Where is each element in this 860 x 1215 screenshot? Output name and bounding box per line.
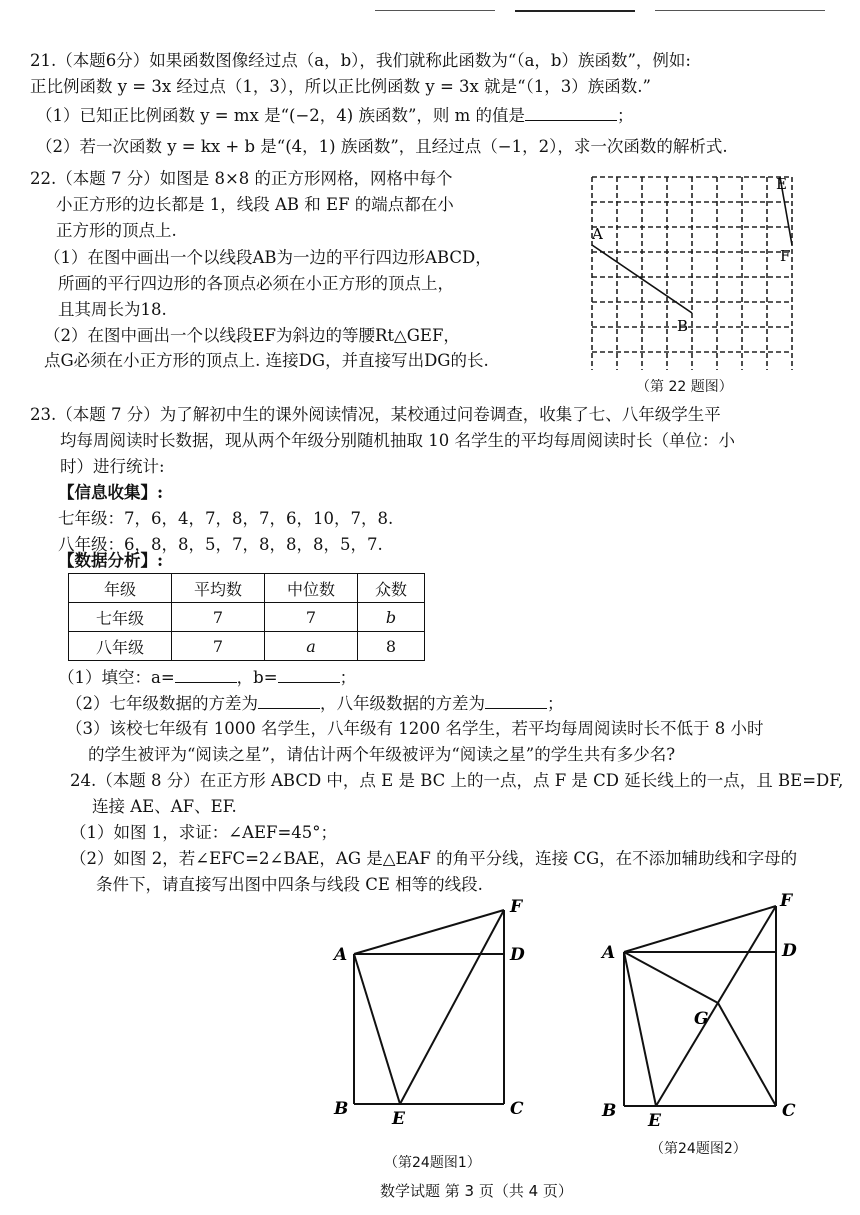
q24-fig1-caption: （第24题图1） [384,1155,481,1171]
q23-part3-a: （3）该校七年级有 1000 名学生，八年级有 1200 名学生，若平均每周阅读时长不低于 8 小时 [66,719,764,738]
table-cell: 七年级 [69,603,172,632]
fig2-segment-gc [718,1003,776,1106]
fig1-label-d: D [510,945,525,965]
q21-part1-end: ； [617,106,634,125]
q22-line2: 小正方形的边长都是 1，线段 AB 和 EF 的端点都在小 [56,195,454,214]
fig1-segment-ef [400,910,504,1104]
q23-part1 [58,666,356,689]
q23-grade8-data: 八年级：6，8，8，5，7，8，8，8，5，7. [58,535,383,554]
table-header-cell: 众数 [358,574,425,603]
fig1-label-f: F [510,897,523,917]
q24-figure-1 [330,890,530,1130]
q21-part2: （2）若一次函数 y = kx + b 是“(4，1) 族函数”，且经过点（−1，2），求一次函数的解析式. [36,137,728,156]
q23-analysis-heading: 【数据分析】: [58,551,164,570]
q22-part2-a: （2）在图中画出一个以线段EF为斜边的等腰Rt△GEF， [44,326,460,345]
fig2-label-f: F [780,891,793,911]
q23-line2: 均每周阅读时长数据，现从两个年级分别随机抽取 10 名学生的平均每周阅读时长（单位：小 [60,431,735,450]
fig2-label-c: C [782,1101,796,1121]
fig1-segment-ae [354,954,400,1104]
q23-grade7-data: 七年级：7，6，4，7，8，7，6，10，7，8. [58,509,394,528]
q22-caption: （第 22 题图） [636,379,733,395]
fig2-segment-ag [624,952,718,1003]
q21-line1: 21.（本题6分）如果函数图像经过点（a，b），我们就称此函数为“（a，b）族函数”，例如: [30,51,691,70]
table-cell: 八年级 [69,632,172,661]
table-header-cell: 年级 [69,574,172,603]
table-header-cell: 平均数 [172,574,265,603]
fig2-segment-ae [624,952,656,1106]
q23-part2-b: ，八年级数据的方差为 [320,694,485,713]
table-row [69,603,425,632]
q24-part2-b: 条件下，请直接写出图中四条与线段 CE 相等的线段. [96,875,483,894]
q21-part1 [36,104,634,127]
q22-grid-figure [575,165,805,370]
fig1-label-b: B [334,1099,349,1119]
q22-part1-b: 所画的平行四边形的各顶点必须在小正方形的顶点上， [58,274,454,293]
top-rule-2 [515,10,635,12]
table-header-cell: 中位数 [265,574,358,603]
q23-info-heading: 【信息收集】: [58,483,164,502]
q22-part2-b: 点G必须在小正方形的顶点上. 连接DG，并直接写出DG的长. [44,351,489,370]
q21-answer-blank-m[interactable] [525,104,617,121]
q23-part2 [66,692,564,715]
label-a: A [592,225,603,243]
label-f: F [780,247,791,265]
fig1-label-a: A [334,945,348,965]
q24-line1: 24.（本题 8 分）在正方形 ABCD 中，点 E 是 BC 上的一点，点 F 是 CD 延长线上的一点，且 BE=DF, [70,771,844,790]
fig1-label-e: E [392,1109,405,1129]
q23-line1: 23.（本题 7 分）为了解初中生的课外阅读情况，某校通过问卷调查，收集了七、八年级学生平 [30,405,721,424]
q23-answer-blank-b[interactable] [278,666,340,683]
q23-answer-blank-var8[interactable] [485,692,547,709]
table-cell: a [265,632,358,661]
fig2-label-e: E [648,1111,661,1128]
q23-part2-end: ； [547,694,564,713]
q22-line3: 正方形的顶点上. [56,221,177,240]
top-rule-1 [375,10,495,11]
table-cell: 8 [358,632,425,661]
q22-part1-c: 且其周长为18. [58,300,167,319]
fig2-label-b: B [602,1101,617,1121]
q23-part1-label: （1）填空：a= [58,668,175,687]
q23-part1-mid: ，b= [236,668,278,687]
q23-part1-end: ； [339,668,357,687]
q23-stats-table [68,573,425,661]
table-cell: 7 [172,632,265,661]
table-header-row [69,574,425,603]
q21-part1-text: （1）已知正比例函数 y = mx 是“(−2，4) 族函数”，则 m 的值是 [36,106,526,125]
table-row [69,632,425,661]
table-cell: 7 [265,603,358,632]
top-rule-3 [655,10,825,11]
q21-line2: 正比例函数 y = 3x 经过点（1，3），所以正比例函数 y = 3x 就是“（1，3）族函数.” [30,77,651,96]
fig1-segment-af [354,910,504,954]
q22-line1: 22.（本题 7 分）如图是 8×8 的正方形网格，网格中每个 [30,169,453,188]
fig2-label-d: D [782,941,797,961]
table-cell: b [358,603,425,632]
q23-part2-a: （2）七年级数据的方差为 [66,694,258,713]
q22-dashed-grid [592,177,792,370]
q23-answer-blank-var7[interactable] [258,692,320,709]
table-cell: 7 [172,603,265,632]
q24-line2: 连接 AE、AF、EF. [92,797,237,816]
q23-line3: 时）进行统计: [60,457,165,476]
q23-part3-b: 的学生被评为“阅读之星”，请估计两个年级被评为“阅读之星”的学生共有多少名? [88,745,676,764]
fig1-label-c: C [510,1099,524,1119]
q24-figure-2 [600,888,810,1128]
label-b: B [677,317,689,335]
q23-answer-blank-a[interactable] [175,666,237,683]
q22-part1-a: （1）在图中画出一个以线段AB为一边的平行四边形ABCD， [44,248,492,267]
label-e: E [776,175,787,193]
q24-part2-a: （2）如图 2，若∠EFC=2∠BAE，AG 是△EAF 的角平分线，连接 CG，在不添加辅助线和字母的 [70,849,798,868]
page-footer: 数学试题 第 3 页（共 4 页） [380,1182,573,1200]
fig2-label-a: A [602,943,616,963]
q24-part1: （1）如图 1，求证：∠AEF=45°； [70,823,338,842]
q24-fig2-caption: （第24题图2） [650,1141,747,1157]
fig2-label-g: G [694,1009,709,1029]
